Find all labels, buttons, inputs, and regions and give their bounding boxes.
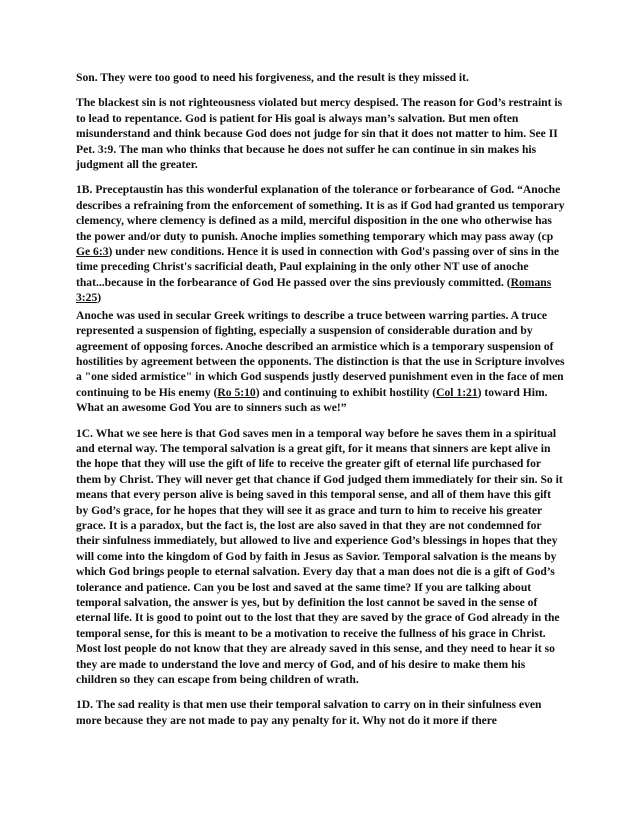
paragraph-text: 1D. The sad reality is that men use their temporal salvation to carry on in their sinfulness even more because they are not made to pay any penalty for it. Why not do it more if there: [76, 698, 542, 727]
document-page: [76, 70, 566, 738]
paragraph-6: [76, 697, 566, 728]
paragraph-text: Anoche was used in secular Greek writings to describe a truce between warring parties. A truce represented a suspension of fighting, especially a suspension of considerable duration and by agreement of opposing forces. Anoche described an armistice which is a temporary suspension of hostilities by agreement between the opponents. The distinction is that the use in Scripture involves a "one sided armistice" in which God suspends justly deserved punishment even in the face of men continuing to be His enemy (: [76, 308, 565, 399]
paragraph-4: [76, 308, 566, 416]
scripture-reference-link[interactable]: Romans 3:25: [76, 275, 552, 305]
paragraph-text: ) under new conditions. Hence it is used in connection with God's passing over of sins in the time preceding Christ's sacrificial death, Paul explaining in the only other NT use of anoche that...because in the forbearance of God He passed over the sins previously committed. (: [76, 245, 560, 289]
paragraph-text: 1B. Preceptaustin has this wonderful explanation of the tolerance or forbearance of God. “Anoche describes a refraining from the enforcement of something. It is as if God had granted us temporary clemency, where clemency is defined as a mild, merciful disposition in the one who otherwise has the power and/or duty to punish. Anoche implies something temporary which may pass away (cp: [76, 183, 565, 243]
paragraph-5: [76, 426, 566, 688]
paragraph-3: [76, 182, 566, 305]
paragraph-text: Son. They were too good to need his forgiveness, and the result is they missed it.: [76, 71, 469, 84]
paragraph-1: [76, 70, 566, 85]
paragraph-text: ) toward Him. What an awesome God You are to sinners such as we!”: [76, 385, 548, 415]
paragraph-text: ): [97, 291, 102, 305]
scripture-reference-link[interactable]: Col 1:21: [436, 385, 478, 399]
paragraph-2: [76, 95, 566, 172]
scripture-reference-link[interactable]: Ge 6:3: [76, 245, 109, 259]
scripture-reference-link[interactable]: Ro 5:10: [217, 385, 256, 399]
paragraph-text: ) and continuing to exhibit hostility (: [255, 385, 437, 399]
paragraph-text: 1C. What we see here is that God saves men in a temporal way before he saves them in a spiritual and eternal way. The temporal salvation is a great gift, for it means that sinners are kept alive in the hope that they will use the gift of life to receive the greater gift of eternal life purchased for them by Christ. They will never get that chance if God judged them immediately for their sin. So it means that every person alive is being saved in this temporal sense, and all of them have this gift by God’s grace, for he hopes that they will see it as grace and turn to him to receive his greater grace. It is a paradox, but the fact is, the lost are also saved in that they are not condemned for their sinfulness immediately, but allowed to live and experience God’s blessings in hopes that they will come into the kingdom of God by faith in Jesus as Savior. Temporal salvation is the means by which God brings people to eternal salvation. Every day that a man does not die is a gift of God’s tolerance and patience. Can you be lost and saved at the same time? If you are talking about temporal salvation, the answer is yes, but by definition the lost cannot be saved in the sense of eternal life. It is good to point out to the lost that they are saved by the grace of God already in the temporal sense, for this is meant to be a motivation to receive the fullness of his grace in Christ. Most lost people do not know that they are already saved in this sense, and they need to hear it so they are made to understand the love and mercy of God, and of his desire to make them his children so they can escape from being children of wrath.: [76, 426, 563, 687]
paragraph-text: The blackest sin is not righteousness violated but mercy despised. The reason for God’s restraint is to lead to repentance. God is patient for His goal is always man’s salvation. But men often misunderstand and think because God does not judge for sin that it does not matter to him. See II Pet. 3:9. The man who thinks that because he does not suffer he can continue in sin makes his judgment all the greater.: [76, 96, 563, 172]
